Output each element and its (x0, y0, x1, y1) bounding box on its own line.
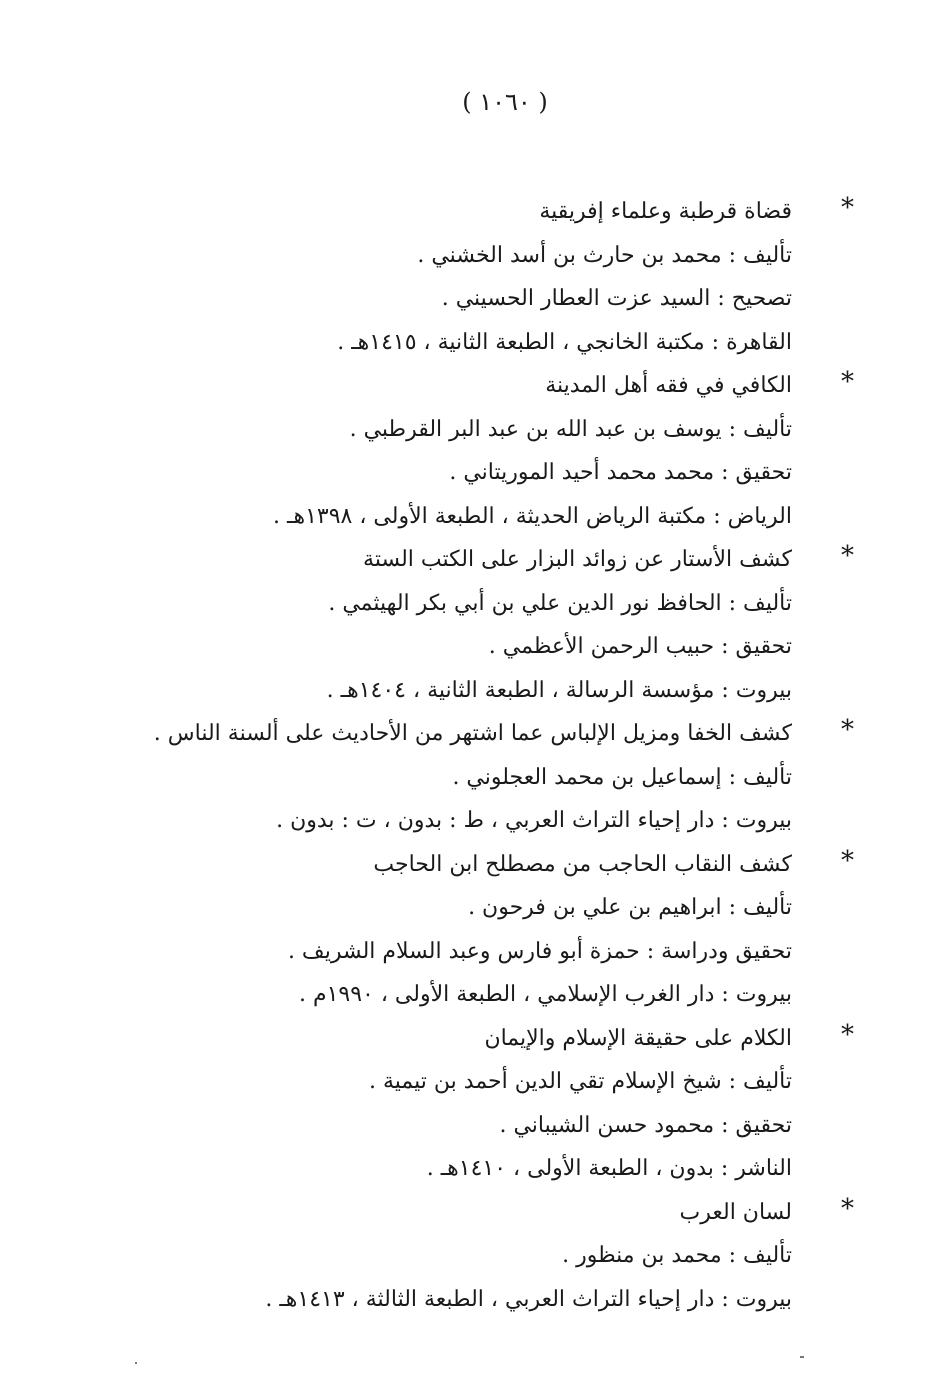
entry-detail: بيروت : مؤسسة الرسالة ، الطبعة الثانية ، ١٤٠٤هـ . (326, 677, 792, 703)
entry-detail: تحقيق : حبيب الرحمن الأعظمي . (488, 634, 792, 659)
entry-detail: القاهرة : مكتبة الخانجي ، الطبعة الثانية ، ١٤١٥هـ . (337, 329, 792, 355)
entry-detail: تأليف : إسماعيل بن محمد العجلوني . (452, 764, 792, 790)
bibliography-list (112, 190, 854, 1321)
entry-detail: تأليف : ابراهيم بن علي بن فرحون . (468, 895, 792, 920)
asterisk-marker-icon: * (841, 845, 854, 876)
entry-detail: تأليف : محمد بن منظور . (562, 1243, 792, 1268)
asterisk-marker-icon: * (841, 193, 854, 223)
asterisk-marker-icon: * (841, 1019, 854, 1050)
entry-title: الكافي في فقه أهل المدينة (545, 373, 792, 398)
asterisk-marker-icon: * (841, 1193, 854, 1224)
bibliography-entry (112, 364, 854, 538)
entry-title: قضاة قرطبة وعلماء إفريقية (539, 199, 792, 224)
entry-detail: تأليف : محمد بن حارث بن أسد الخشني . (417, 242, 792, 268)
entry-detail: تأليف : شيخ الإسلام تقي الدين أحمد بن تيمية . (369, 1069, 792, 1094)
entry-detail: بيروت : دار إحياء التراث العربي ، الطبعة الثالثة ، ١٤١٣هـ . (265, 1286, 792, 1312)
entry-title: كشف الأستار عن زوائد البزار على الكتب الستة (363, 547, 792, 572)
bibliography-entry (112, 712, 854, 843)
entry-detail: تأليف : الحافظ نور الدين علي بن أبي بكر الهيثمي . (328, 590, 792, 616)
bibliography-entry (112, 538, 854, 712)
entry-detail: الناشر : بدون ، الطبعة الأولى ، ١٤١٠هـ . (426, 1156, 792, 1181)
entry-detail: الرياض : مكتبة الرياض الحديثة ، الطبعة الأولى ، ١٣٩٨هـ . (273, 503, 792, 529)
asterisk-marker-icon: * (841, 367, 854, 397)
entry-detail: بيروت : دار إحياء التراث العربي ، ط : بدون ، ت : بدون . (276, 808, 792, 833)
entry-title: الكلام على حقيقة الإسلام والإيمان (484, 1025, 792, 1051)
bibliography-entry (112, 1017, 854, 1191)
asterisk-marker-icon: * (841, 541, 854, 571)
entry-detail: تحقيق ودراسة : حمزة أبو فارس وعبد السلام الشريف . (287, 938, 792, 964)
entry-title: كشف الخفا ومزيل الإلباس عما اشتهر من الأحاديث على ألسنة الناس . (153, 721, 792, 746)
entry-detail: تحقيق : محمود حسن الشيباني . (499, 1112, 792, 1138)
entry-detail: تأليف : يوسف بن عبد الله بن عبد البر القرطبي . (349, 416, 792, 442)
entry-title: لسان العرب (679, 1199, 792, 1225)
entry-detail: تحقيق : محمد محمد أحيد الموريتاني . (449, 460, 792, 485)
page-number: ( ١٠٦٠ ) (462, 88, 548, 116)
scan-speck (800, 1356, 804, 1358)
entry-detail: بيروت : دار الغرب الإسلامي ، الطبعة الأولى ، ١٩٩٠م . (298, 982, 792, 1007)
scan-speck (135, 1362, 137, 1364)
bibliography-entry (112, 1191, 854, 1322)
bibliography-entry (112, 843, 854, 1017)
asterisk-marker-icon: * (841, 715, 854, 745)
bibliography-entry (112, 190, 854, 364)
entry-detail: تصحيح : السيد عزت العطار الحسيني . (441, 286, 792, 311)
entry-title: كشف النقاب الحاجب من مصطلح ابن الحاجب (373, 851, 792, 877)
